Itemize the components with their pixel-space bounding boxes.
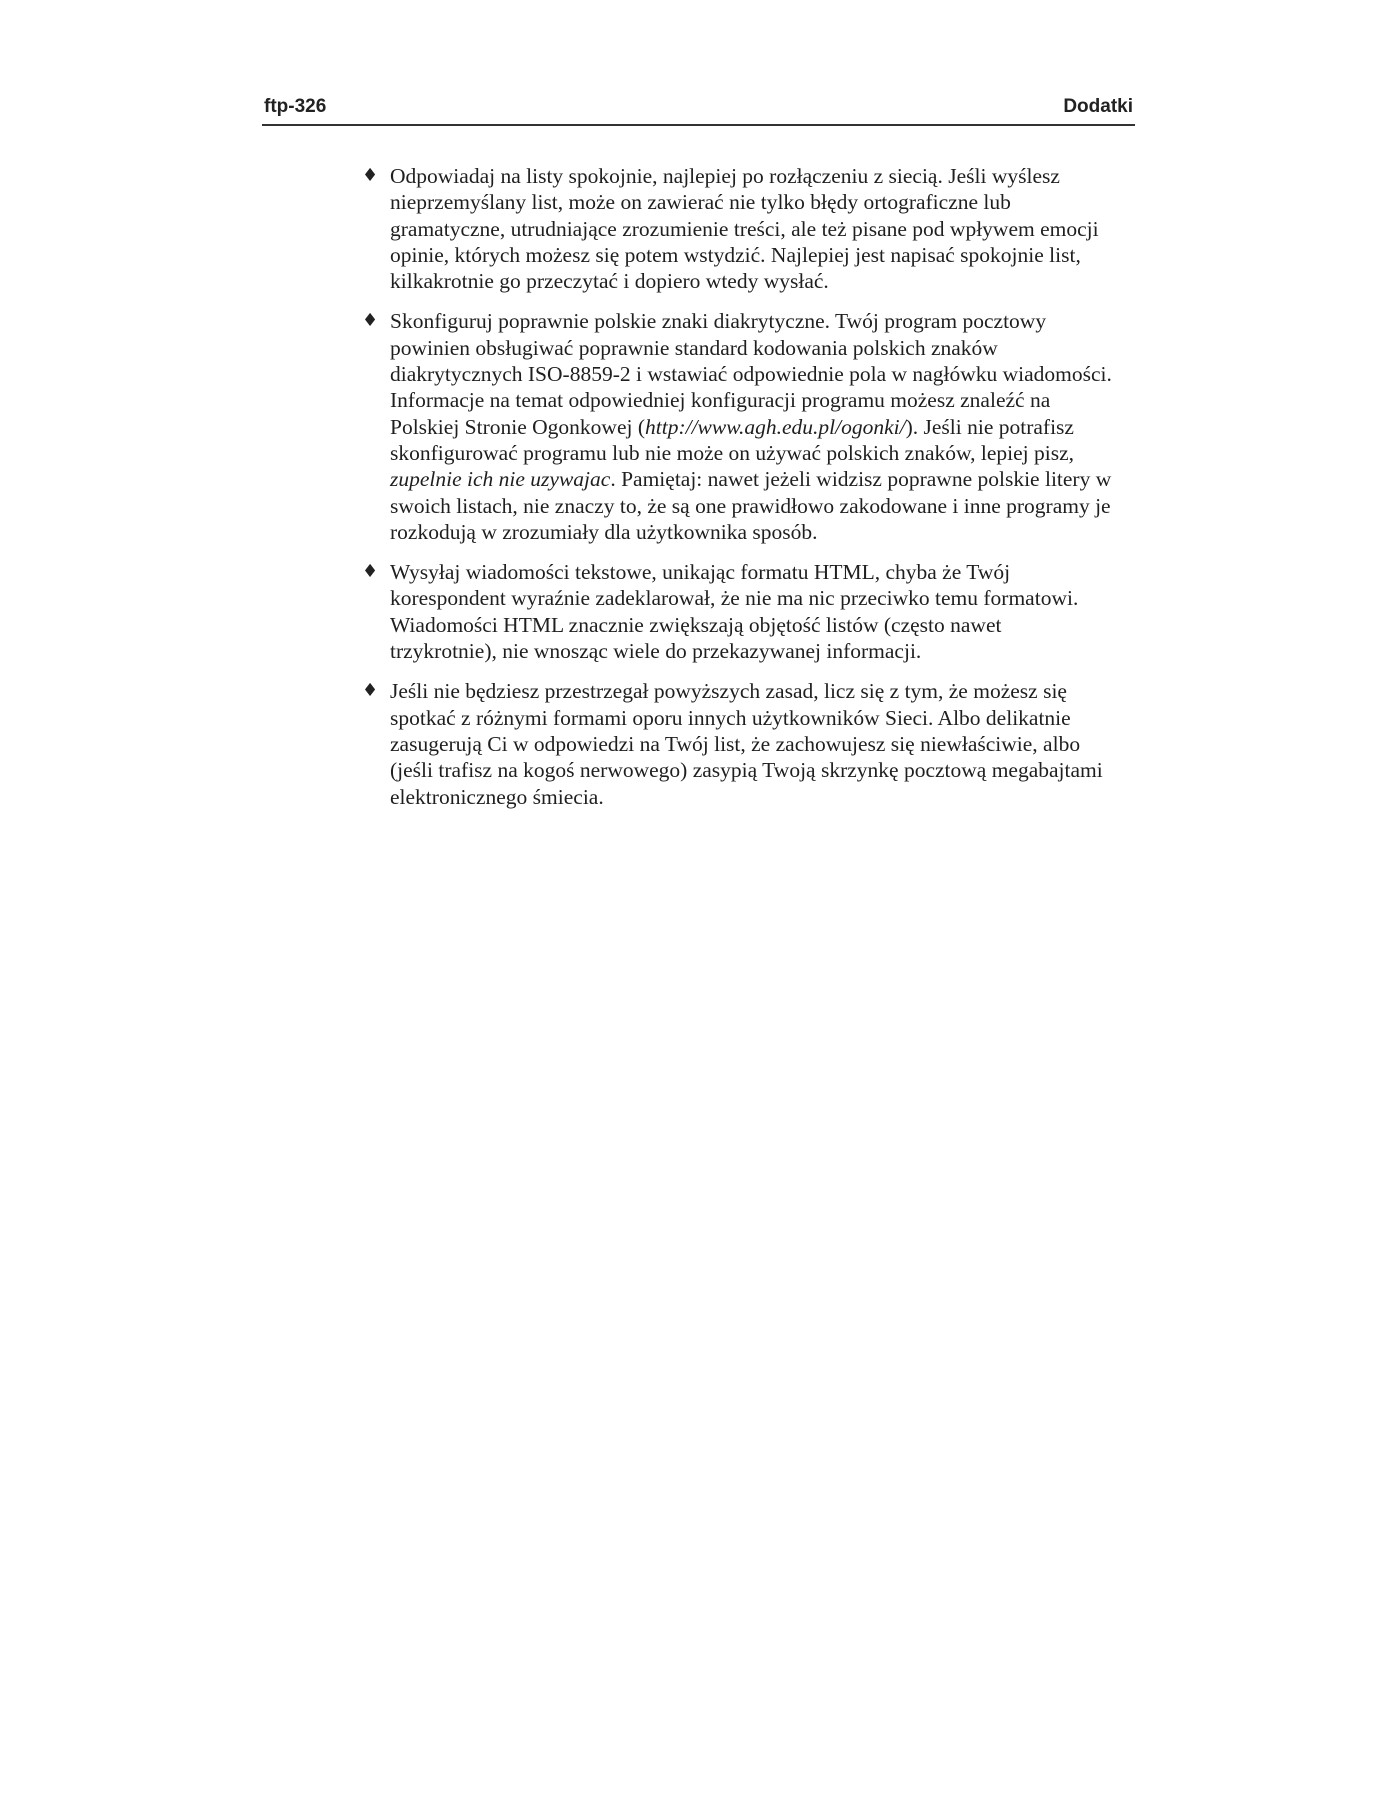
diamond-bullet-icon: ♦: [362, 680, 379, 702]
text-segment: ). Jeśli nie potrafisz skonfigurować programu lub nie może on używać polskich znaków, lepiej pisz,: [390, 414, 1075, 465]
running-header: [262, 96, 1135, 120]
header-rule: [262, 124, 1135, 126]
text-segment: Skonfiguruj poprawnie polskie znaki diakrytyczne. Twój program pocztowy powinien obsługiwać poprawnie standard kodowania polskich znaków diakrytycznych ISO-8859-2 i wstawiać odpowiednie pola w nagłówku wiadomości. Informacje na temat odpowiedniej konfiguracji programu możesz znaleźć na Polskiej Stronie Ogonkowej (: [390, 309, 1112, 439]
bullet-list: [362, 163, 1112, 824]
italic-phrase: zupelnie ich nie uzywajac: [390, 467, 611, 492]
list-item-text: Odpowiadaj na listy spokojnie, najlepiej po rozłączeniu z siecią. Jeśli wyślesz nieprzemyślany list, może on zawierać nie tylko błędy ortograficzne lub gramatyczne, utrudniające zrozumienie treści, ale też pisane pod wpływem emocji opinie, których możesz się potem wstydzić. Najlepiej jest napisać spokojnie list, kilkakrotnie go przeczytać i dopiero wtedy wysłać.: [390, 164, 1099, 294]
list-item: [362, 308, 1112, 545]
list-item: [362, 163, 1112, 294]
text-segment: . Pamiętaj: nawet jeżeli widzisz poprawne polskie litery w swoich listach, nie znaczy to, że są one prawidłowo zakodowane i inne programy je rozkodują w zrozumiały dla użytkownika sposób.: [390, 467, 1112, 544]
list-item-text: [390, 308, 1112, 545]
section-title: Dodatki: [1063, 96, 1133, 117]
diamond-bullet-icon: ♦: [362, 165, 379, 186]
ogonki-url: http://www.agh.edu.pl/ogonki/: [645, 414, 906, 439]
list-item: [362, 678, 1112, 809]
diamond-bullet-icon: ♦: [362, 310, 379, 332]
page-number-label: ftp-326: [264, 96, 327, 117]
list-item-text: Jeśli nie będziesz przestrzegał powyższych zasad, licz się z tym, że możesz się spotkać z różnymi formami oporu innych użytkowników Sieci. Albo delikatnie zasugerują Ci w odpowiedzi na Twój list, że zachowujesz się niewłaściwie, albo (jeśli trafisz na kogoś nerwowego) zasypią Twoją skrzynkę pocztową megabajtami elektronicznego śmiecia.: [390, 679, 1103, 809]
diamond-bullet-icon: ♦: [362, 561, 379, 583]
list-item-text: Wysyłaj wiadomości tekstowe, unikając formatu HTML, chyba że Twój korespondent wyraźnie zadeklarował, że nie ma nic przeciwko temu formatowi. Wiadomości HTML znacznie zwiększają objętość listów (często nawet trzykrotnie), nie wnosząc wiele do przekazywanej informacji.: [390, 560, 1079, 664]
list-item: [362, 559, 1112, 664]
